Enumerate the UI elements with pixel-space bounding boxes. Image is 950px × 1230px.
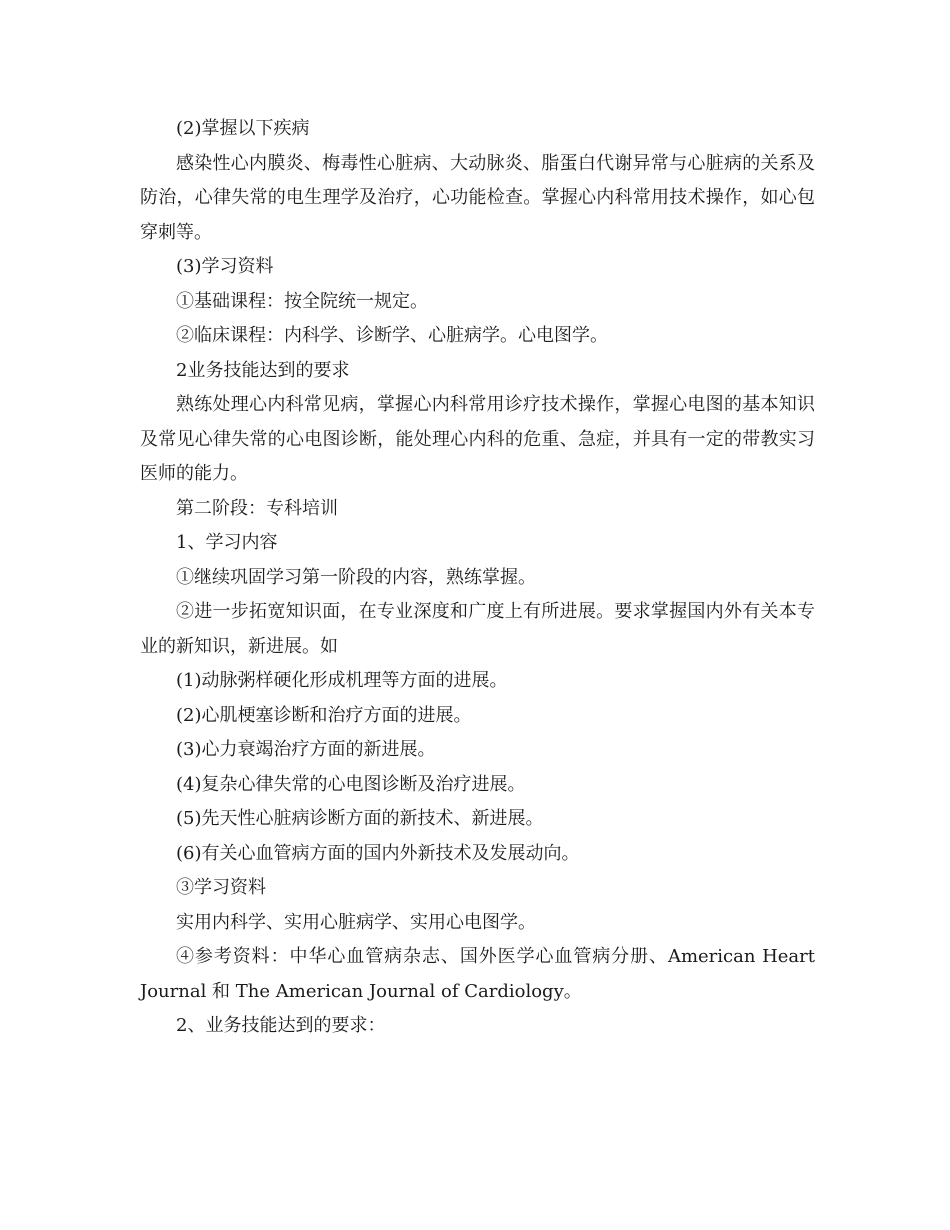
list-item: (4)复杂心律失常的心电图诊断及治疗进展。 [176,773,526,795]
paragraph: 感染性心内膜炎、梅毒性心脏病、大动脉炎、脂蛋白代谢异常与心脏病的关系及防治，心律失常的电生理学及治疗，心功能检查。掌握心内科常用技术操作，如心包穿刺等。 [140,152,815,243]
section-heading: 1、学习内容 [176,532,278,553]
paragraph: 熟练处理心内科常见病，掌握心内科常用诊疗技术操作，掌握心电图的基本知识及常见心律失常的心电图诊断，能处理心内科的危重、急症，并具有一定的带教实习医师的能力。 [140,394,815,484]
paragraph: ③学习资料 [176,877,266,898]
paragraph: 实用内科学、实用心脏病学、实用心电图学。 [176,911,536,933]
paragraph: (2)掌握以下疾病 [176,118,310,139]
list-item: (3)心力衰竭治疗方面的新进展。 [176,739,436,760]
paragraph: ②临床课程：内科学、诊断学、心脏病学。心电图学。 [176,325,608,346]
list-item: (6)有关心血管病方面的国内外新技术及发展动向。 [176,842,580,864]
document-body [140,112,815,1044]
section-heading: 2业务技能达到的要求 [176,359,350,381]
list-item: (2)心肌梗塞诊断和治疗方面的进展。 [176,704,472,726]
paragraph: ①基础课程：按全院统一规定。 [176,290,428,312]
list-item: (1)动脉粥样硬化形成机理等方面的进展。 [176,670,508,691]
paragraph: ①继续巩固学习第一阶段的内容，熟练掌握。 [176,566,536,588]
section-heading: 2、业务技能达到的要求： [176,1015,386,1036]
list-item: (5)先天性心脏病诊断方面的新技术、新进展。 [176,808,544,829]
paragraph: ④参考资料：中华心血管病杂志、国外医学心血管病分册、American Heart Journal 和 The American Journal of Cardiology。 [140,946,815,1002]
paragraph: ②进一步拓宽知识面，在专业深度和广度上有所进展。要求掌握国内外有关本专业的新知识，新进展。如 [140,601,815,657]
section-heading: 第二阶段：专科培训 [176,497,338,519]
paragraph: (3)学习资料 [176,256,274,277]
